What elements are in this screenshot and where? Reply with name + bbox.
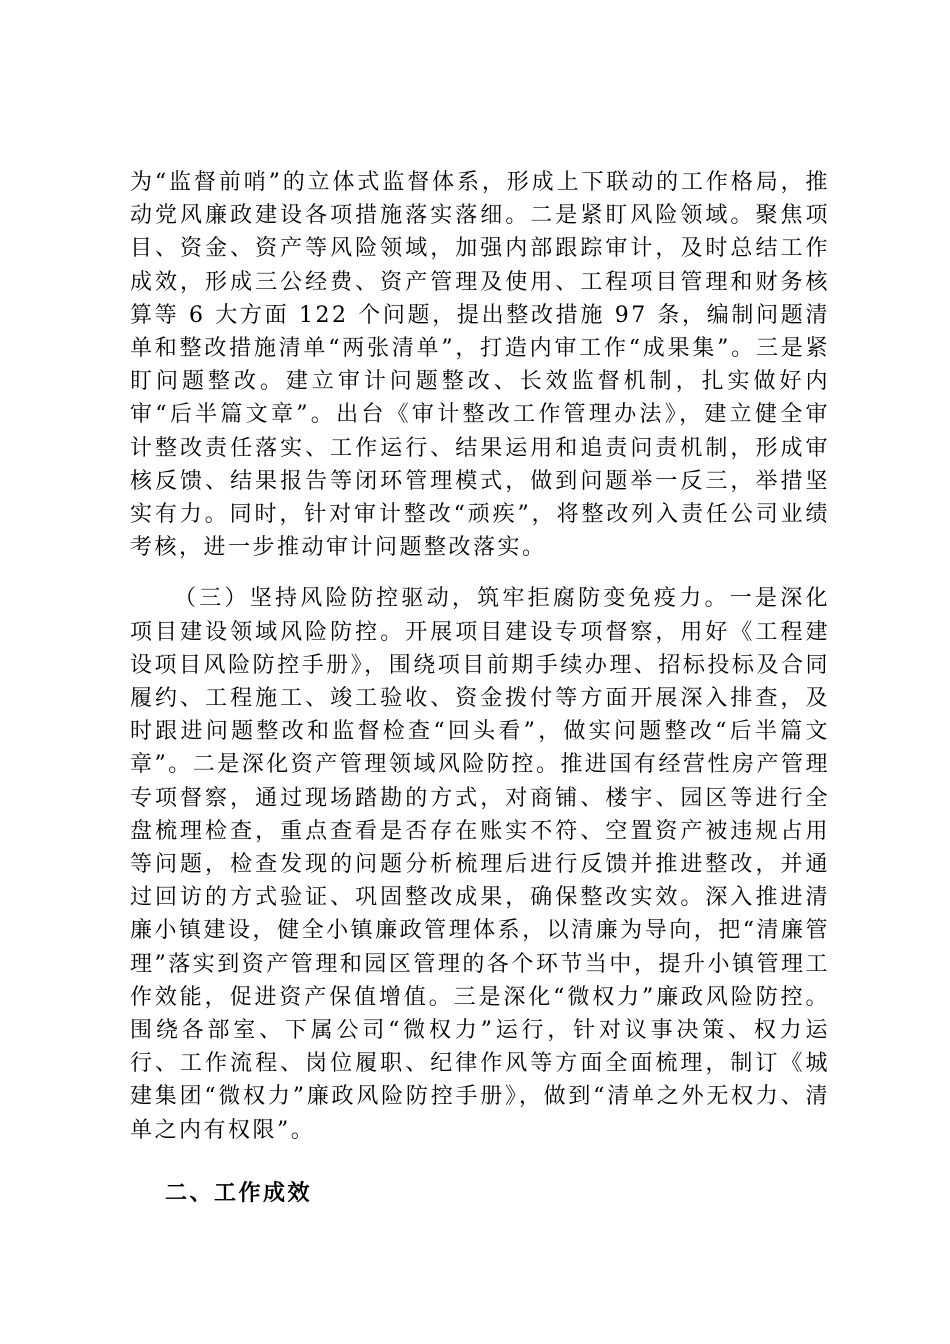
paragraph-continuation: 为“监督前哨”的立体式监督体系，形成上下联动的工作格局，推动党风廉政建设各项措施落实落细。二是紧盯风险领域。聚焦项目、资金、资产等风险领域，加强内部跟踪审计，及时总结工作成效，形成三公经费、资产管理及使用、工程项目管理和财务核算等 6 大方面 122 个问题，提出整改措施 97 条，编制问题清单和整改措施清单“两张清单”，打造内审工作“成果集”。三是紧盯问题整改。建立审计问题整改、长效监督机制，扎实做好内审“后半篇文章”。出台《审计整改工作管理办法》，建立健全审计整改责任落实、工作运行、结果运用和追责问责机制，形成审核反馈、结果报告等闭环管理模式，做到问题举一反三，举措坚实有力。同时，针对审计整改“顽疾”，将整改列入责任公司业绩考核，进一步推动审计问题整改落实。 <box>130 170 830 561</box>
paragraph-risk-prevention: （三）坚持风险防控驱动，筑牢拒腐防变免疫力。一是深化项目建设领域风险防控。开展项目建设专项督察，用好《工程建设项目风险防控手册》，围绕项目前期手续办理、招标投标及合同履约、工程施工、竣工验收、资金拨付等方面开展深入排查，及时跟进问题整改和监督检查“回头看”，做实问题整改“后半篇文章”。二是深化资产管理领域风险防控。推进国有经营性房产管理专项督察，通过现场踏勘的方式，对商铺、楼宇、园区等进行全盘梳理检查，重点查看是否存在账实不符、空置资产被违规占用等问题，检查发现的问题分析梳理后进行反馈并推进整改，并通过回访的方式验证、巩固整改成果，确保整改实效。深入推进清廉小镇建设，健全小镇廉政管理体系，以清廉为导向，把“清廉管理”落实到资产管理和园区管理的各个环节当中，提升小镇管理工作效能，促进资产保值增值。三是深化“微权力”廉政风险防控。围绕各部室、下属公司“微权力”运行，针对议事决策、权力运行、工作流程、岗位履职、纪律作风等方面全面梳理，制订《城建集团“微权力”廉政风险防控手册》，做到“清单之外无权力、清单之内有权限”。 <box>130 586 830 1143</box>
document-page <box>130 166 830 1210</box>
section-heading: 二、工作成效 <box>165 1180 313 1206</box>
